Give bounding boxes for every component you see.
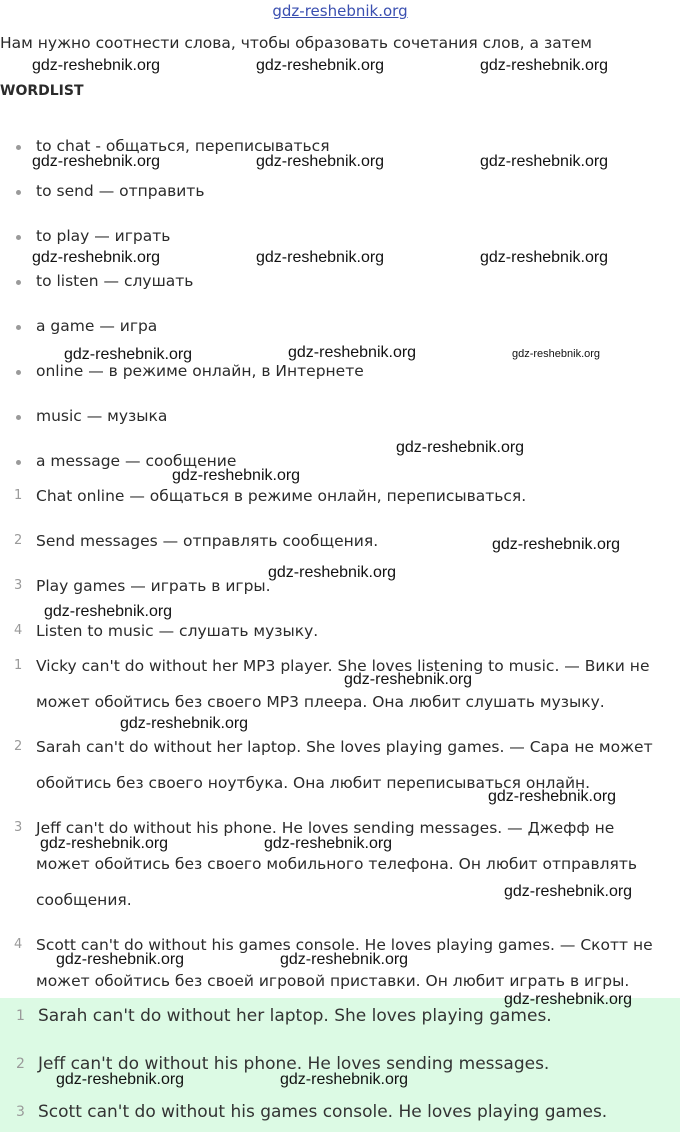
watermark: gdz-reshebnik.org [64,346,193,363]
watermark: gdz-reshebnik.org [256,249,385,266]
watermark: gdz-reshebnik.org [172,467,301,484]
watermark: gdz-reshebnik.org [396,439,525,456]
bullet-icon [16,460,21,465]
site-header-link[interactable]: gdz-reshebnik.org [272,2,408,20]
bullet-icon [16,415,21,420]
watermark: gdz-reshebnik.org [492,536,621,553]
bullet-icon [16,370,21,375]
intro-text: Нам нужно соотнести слова, чтобы образовать сочетания слов, а затем [0,34,592,52]
watermark: gdz-reshebnik.org [504,991,633,1008]
watermark: gdz-reshebnik.org [56,951,185,968]
watermark: gdz-reshebnik.org [480,57,609,74]
watermark: gdz-reshebnik.org [288,344,417,361]
watermark: gdz-reshebnik.org [40,835,169,852]
watermark: gdz-reshebnik.org [32,57,161,74]
watermark: gdz-reshebnik.org [480,249,609,266]
watermark: gdz-reshebnik.org [488,788,617,805]
watermark: gdz-reshebnik.org [504,883,633,900]
bullet-icon [16,235,21,240]
wordlist-title: WORDLIST [0,83,84,99]
watermark: gdz-reshebnik.org [264,835,393,852]
watermark: gdz-reshebnik.org [512,348,601,360]
watermark: gdz-reshebnik.org [268,564,397,581]
watermark: gdz-reshebnik.org [280,951,409,968]
watermark: gdz-reshebnik.org [56,1071,185,1088]
bullet-icon [16,280,21,285]
bullet-icon [16,145,21,150]
answer-box: 1 Sarah can't do without her laptop. She loves playing games. 2 Jeff can't do without his phone. He loves sending messages. 3 Scott can't do without his games console. He loves playing games. [0,998,680,1132]
watermark: gdz-reshebnik.org [280,1071,409,1088]
watermark: gdz-reshebnik.org [256,57,385,74]
watermark: gdz-reshebnik.org [32,153,161,170]
watermark: gdz-reshebnik.org [480,153,609,170]
bullet-icon [16,190,21,195]
watermark: gdz-reshebnik.org [256,153,385,170]
watermark: gdz-reshebnik.org [120,715,249,732]
watermark: gdz-reshebnik.org [32,249,161,266]
watermark: gdz-reshebnik.org [344,671,473,688]
bullet-icon [16,325,21,330]
watermark: gdz-reshebnik.org [44,603,173,620]
